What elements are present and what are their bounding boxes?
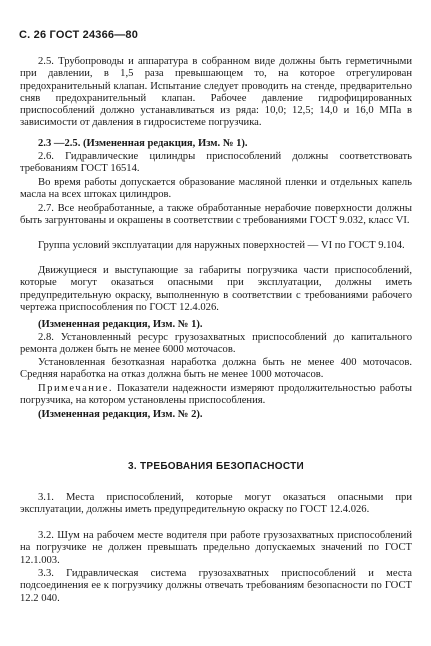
- paragraph-text: 3.1. Места приспособлений, которые могут оказаться опасными при эксплуатации, должны иметь предупредительную окраску по ГОСТ 12.4.026.: [20, 492, 412, 516]
- amendment-note-3: [20, 409, 412, 421]
- paragraph-2-7-operating-conditions: [20, 240, 412, 252]
- paragraph-text: 2.5. Трубопроводы и аппаратура в собранном виде должны быть герметичными при давлении, в 1,5 раза превышающем то, на которое отрегулирован предохранительный клапан. Испытание следует проводить на стенде, предварительно сняв предохранительный клапан. Рабочее давление гидрофицированных приспособлений должно устанавливаться из ряда: 10,0; 12,5; 14,0 и 16,0 МПа в зависимости от давления в гидросистеме погрузчика.: [20, 56, 412, 129]
- paragraph-2-8-reliability: [20, 357, 412, 382]
- paragraph-2-7-warning-paint: [20, 265, 412, 314]
- paragraph-text: Движущиеся и выступающие за габариты погрузчика части приспособлений, которые могут оказаться опасными при эксплуатации, должны иметь предупредительную окраску, выполненную в соответствии с требованиями рабочего чертежа приспособления по ГОСТ 12.4.026.: [20, 265, 412, 313]
- amendment-note-1: [20, 138, 412, 150]
- paragraph-text: Установленная безотказная наработка должна быть не менее 400 моточасов. Средняя наработка на отказ должна быть не менее 1000 моточасов.: [20, 357, 412, 381]
- paragraph-text: 2.6. Гидравлические цилиндры приспособлений должны соответствовать требованиям ГОСТ 16514.: [20, 151, 412, 175]
- paragraph-text: Группа условий эксплуатации для наружных поверхностей — VI по ГОСТ 9.104.: [38, 240, 405, 251]
- paragraph-text: 3.2. Шум на рабочем месте водителя при работе грузозахватных приспособлений на погрузчике не должен превышать предельно допускаемых значений по ГОСТ 12.1.003.: [20, 530, 412, 566]
- paragraph-2-6: [20, 151, 412, 176]
- paragraph-3-2: [20, 530, 412, 567]
- amendment-text: (Измененная редакция, Изм. № 1).: [38, 319, 203, 330]
- page-header: С. 26 ГОСТ 24366—80: [19, 29, 139, 41]
- paragraph-text: 3.3. Гидравлическая система грузозахватных приспособлений и места подсоединения ее к погрузчику должны отвечать требованиям безопасности по ГОСТ 12.2 040.: [20, 568, 412, 604]
- note-text: Показатели надежности измеряют продолжительностью работы погрузчика, на котором установлены приспособления.: [20, 383, 412, 407]
- section-heading: [20, 461, 412, 473]
- paragraph-2-5: [20, 56, 412, 130]
- note-paragraph: [20, 383, 412, 408]
- paragraph-3-1: [20, 492, 412, 517]
- section-title: 3. ТРЕБОВАНИЯ БЕЗОПАСНОСТИ: [127, 461, 305, 472]
- note: [20, 383, 412, 408]
- paragraph-2-7: [20, 203, 412, 228]
- amendment-text: 2.3 —2.5. (Измененная редакция, Изм. № 1).: [38, 138, 248, 149]
- paragraph-3-3: [20, 568, 412, 605]
- note-label: Примечание.: [38, 383, 113, 394]
- amendment-text: (Измененная редакция, Изм. № 2).: [38, 409, 203, 420]
- amendment-note-2: [20, 319, 412, 331]
- paragraph-text: 2.7. Все необработанные, а также обработанные нерабочие поверхности должны быть загрунтованы и окрашены в соответствии с требованиями ГОСТ 9.032, класс VI.: [20, 203, 412, 227]
- paragraph-text: 2.8. Установленный ресурс грузозахватных приспособлений до капитального ремонта должен быть не менее 6000 моточасов.: [20, 332, 412, 356]
- paragraph-2-8: [20, 332, 412, 357]
- paragraph-text: Во время работы допускается образование масляной пленки и отдельных капель масла на всех штоках цилиндров.: [20, 177, 412, 201]
- paragraph-2-6-continued: [20, 177, 412, 202]
